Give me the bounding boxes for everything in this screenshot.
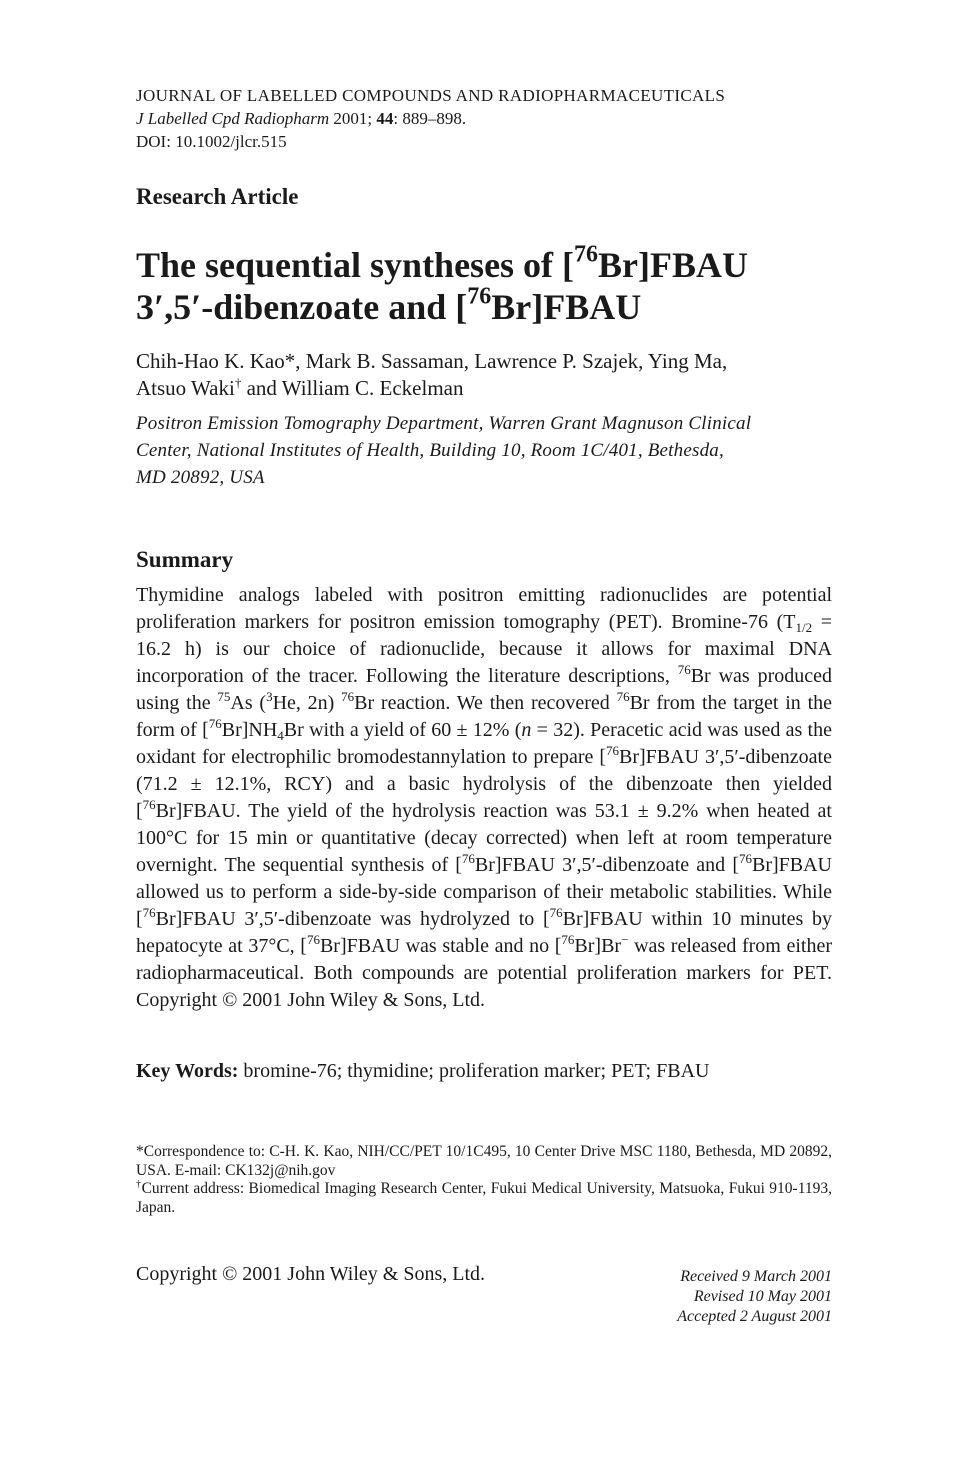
keywords	[136, 1058, 836, 1085]
current-address-footnote	[136, 1180, 832, 1217]
author-list	[136, 348, 832, 402]
correspondence-footnote: *Correspondence to: C-H. K. Kao, NIH/CC/PET 10/1C495, 10 Center Drive MSC 1180, Bethesda, MD 20892, USA. E-mail: CK132j@nih.gov	[136, 1143, 832, 1179]
summary-run: Br]FBAU 3′,5′-dibenzoate and [	[474, 854, 739, 876]
summary-heading: Summary	[136, 547, 234, 572]
citation-pages: : 889–898.	[393, 109, 467, 128]
current-address-text: Current address: Biomedical Imaging Research Center, Fukui Medical University, Matsuoka, Fukui 910-1193, Japan.	[136, 1180, 833, 1216]
summary-superscript: 76	[142, 796, 156, 812]
summary-superscript: −	[621, 931, 629, 947]
summary-superscript: 76	[142, 904, 156, 920]
summary-run: Br]NH	[221, 719, 278, 741]
received-date: Received 9 March 2001	[680, 1268, 832, 1285]
summary-run: As (	[230, 692, 267, 714]
authors-line: and William C. Eckelman	[241, 376, 464, 400]
summary-text	[136, 582, 832, 1014]
accepted-date: Accepted 2 August 2001	[677, 1308, 832, 1325]
affiliation	[136, 410, 836, 491]
summary-run: Br]FBAU 3′,5′-dibenzoate was hydrolyzed to [	[155, 908, 550, 930]
citation-year: 2001;	[333, 109, 373, 128]
affiliation-line: Positron Emission Tomography Department, Warren Grant Magnuson Clinical	[136, 413, 752, 434]
summary-superscript: 76	[677, 661, 691, 677]
summary-run: Br]FBAU within 10 minutes by hepatocyte at 37°C, [	[136, 908, 832, 957]
summary-run: Br reaction. We then recovered	[354, 692, 617, 714]
summary-superscript: 76	[549, 904, 563, 920]
title-superscript: 76	[467, 283, 492, 310]
title-text: Br]FBAU	[598, 245, 749, 285]
summary-italic: n	[521, 719, 532, 741]
summary-run: Br from the target in the form of [	[136, 692, 833, 741]
title-text: Br]FBAU	[491, 287, 642, 327]
summary-run: was released from either radiopharmaceutical. Both compounds are potential proliferation markers for PET. Copyright © 2001 John Wiley & Sons, Ltd.	[136, 935, 832, 1011]
dagger-mark: †	[234, 375, 242, 391]
summary-run: Thymidine analogs labeled with positron emitting radionuclides are potential proliferation markers for positron emission tomography (PET). Bromine-76 (T	[136, 584, 832, 633]
summary-superscript: 76	[616, 688, 630, 704]
summary-superscript: 76	[561, 931, 575, 947]
affiliation-line: MD 20892, USA	[136, 467, 265, 488]
summary-run: Br]FBAU 3′,5′-dibenzoate (71.2 ± 12.1%, RCY) and a basic hydrolysis of the dibenzoate then yielded [	[136, 746, 832, 822]
summary-subscript: 1/2	[795, 619, 813, 635]
article-title	[136, 241, 836, 328]
keywords-label: Key Words:	[136, 1060, 239, 1082]
citation-journal: J Labelled Cpd Radiopharm	[136, 109, 330, 128]
summary-run: He, 2n)	[272, 692, 342, 714]
summary-superscript: 76	[461, 850, 475, 866]
journal-header	[136, 84, 836, 153]
summary-superscript: 3	[266, 688, 273, 704]
title-text: The sequential syntheses of [	[136, 245, 575, 285]
footnotes	[136, 1143, 832, 1217]
summary-superscript: 76	[208, 715, 222, 731]
authors-line: Chih-Hao K. Kao*, Mark B. Sassaman, Lawrence P. Szajek, Ying Ma,	[136, 349, 728, 373]
summary-superscript: 76	[606, 742, 619, 758]
copyright-notice: Copyright © 2001 John Wiley & Sons, Ltd.	[136, 1263, 486, 1285]
summary-run: = 32). Peracetic acid was used as the oxidant for electrophilic bromodestannylation to prepare [	[136, 719, 832, 768]
keywords-text: bromine-76; thymidine; proliferation marker; PET; FBAU	[243, 1060, 710, 1082]
summary-run: Br]FBAU. The yield of the hydrolysis reaction was 53.1 ± 9.2% when heated at 100°C for 15 min or quantitative (decay corrected) when left at room temperature overnight. The sequential synthesis of [	[136, 800, 832, 876]
citation-volume: 44	[376, 109, 394, 128]
dagger-mark: †	[136, 1179, 142, 1190]
summary-run: Br]FBAU was stable and no [	[319, 935, 562, 957]
summary-run: Br]Br	[574, 935, 622, 957]
summary-superscript: 76	[738, 850, 752, 866]
summary-superscript: 75	[217, 688, 231, 704]
authors-line: Atsuo Waki	[136, 376, 235, 400]
title-superscript: 76	[574, 241, 599, 268]
summary-subscript: 4	[277, 727, 284, 743]
summary-superscript: 76	[341, 688, 355, 704]
journal-citation	[136, 107, 836, 130]
summary-superscript: 76	[306, 931, 320, 947]
summary-run: Br was produced using the	[136, 665, 832, 714]
title-text: 3′,5′-dibenzoate and [	[136, 287, 468, 327]
article-dates	[560, 1267, 832, 1327]
summary-run: Br]FBAU allowed us to perform a side-by-side comparison of their metabolic stabilities. While [	[136, 854, 832, 930]
revised-date: Revised 10 May 2001	[693, 1288, 832, 1305]
summary-run: = 16.2 h) is our choice of radionuclide, because it allows for maximal DNA incorporation of the tracer. Following the literature descriptions,	[136, 611, 833, 687]
journal-name: JOURNAL OF LABELLED COMPOUNDS AND RADIOPHARMACEUTICALS	[136, 86, 726, 105]
article-type: Research Article	[136, 184, 299, 209]
summary-run: Br with a yield of 60 ± 12% (	[283, 719, 522, 741]
doi: DOI: 10.1002/jlcr.515	[136, 132, 287, 151]
affiliation-line: Center, National Institutes of Health, Building 10, Room 1C/401, Bethesda,	[136, 440, 724, 461]
